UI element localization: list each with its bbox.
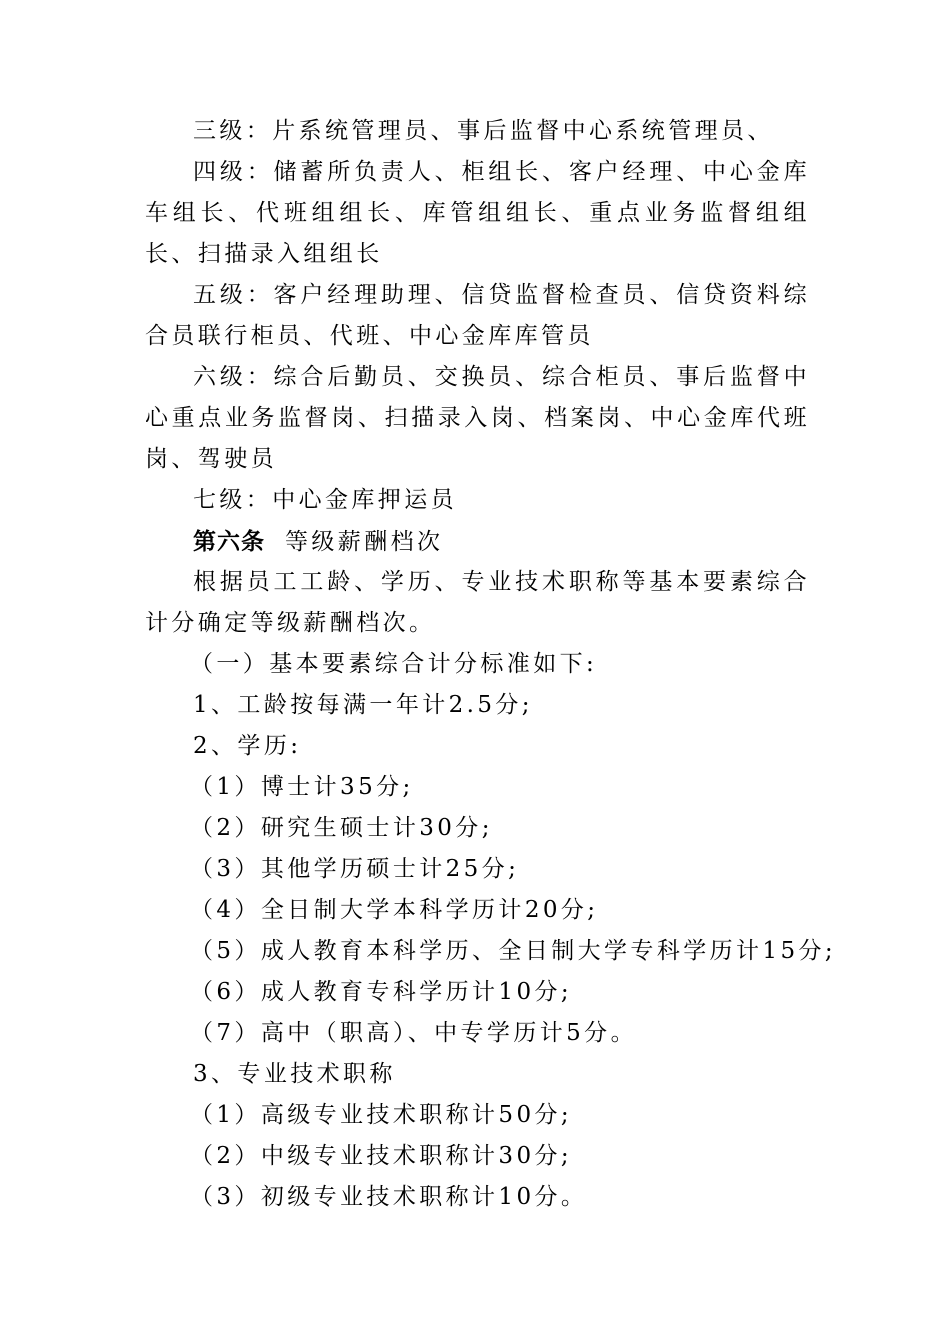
education-item: （4）全日制大学本科学历计20分; (190, 897, 599, 923)
article-title: 等级薪酬档次 (285, 529, 444, 555)
education-item: （1）博士计35分; (190, 774, 414, 800)
standards-heading: （一）基本要素综合计分标准如下: (190, 651, 598, 677)
paragraph-level5: 五级：客户经理助理、信贷监督检查员、信贷资料综合员联行柜员、代班、中心金库库管员 (145, 282, 810, 349)
article-heading (145, 521, 810, 562)
education-item: （3）其他学历硕士计25分; (190, 856, 520, 882)
title-grade-item: （1）高级专业技术职称计50分; (190, 1102, 573, 1128)
paragraph-level4: 四级：储蓄所负责人、柜组长、客户经理、中心金库车组长、代班组组长、库管组组长、重点业务监督组组长、扫描录入组组长 (145, 159, 810, 267)
document-body (145, 111, 837, 1218)
education-item: （5）成人教育本科学历、全日制大学专科学历计15分; (190, 938, 837, 964)
title-grade-heading: 3、专业技术职称 (193, 1061, 396, 1087)
title-grade-item: （2）中级专业技术职称计30分; (190, 1143, 573, 1169)
article-number: 第六条 (193, 528, 265, 555)
paragraph-level7: 七级：中心金库押运员 (193, 487, 457, 513)
paragraph-level6: 六级：综合后勤员、交换员、综合柜员、事后监督中心重点业务监督岗、扫描录入岗、档案岗、中心金库代班岗、驾驶员 (145, 364, 810, 472)
education-heading: 2、学历: (193, 733, 302, 759)
education-item: （7）高中（职高）、中专学历计5分。 (190, 1020, 637, 1046)
paragraph-level3: 三级：片系统管理员、事后监督中心系统管理员、 (193, 118, 774, 144)
seniority-rule: 1、工龄按每满一年计2.5分; (193, 692, 533, 718)
title-grade-item: （3）初级专业技术职称计10分。 (190, 1184, 588, 1210)
education-item: （6）成人教育专科学历计10分; (190, 979, 573, 1005)
article-intro: 根据员工工龄、学历、专业技术职称等基本要素综合计分确定等级薪酬档次。 (145, 569, 810, 636)
education-item: （2）研究生硕士计30分; (190, 815, 493, 841)
